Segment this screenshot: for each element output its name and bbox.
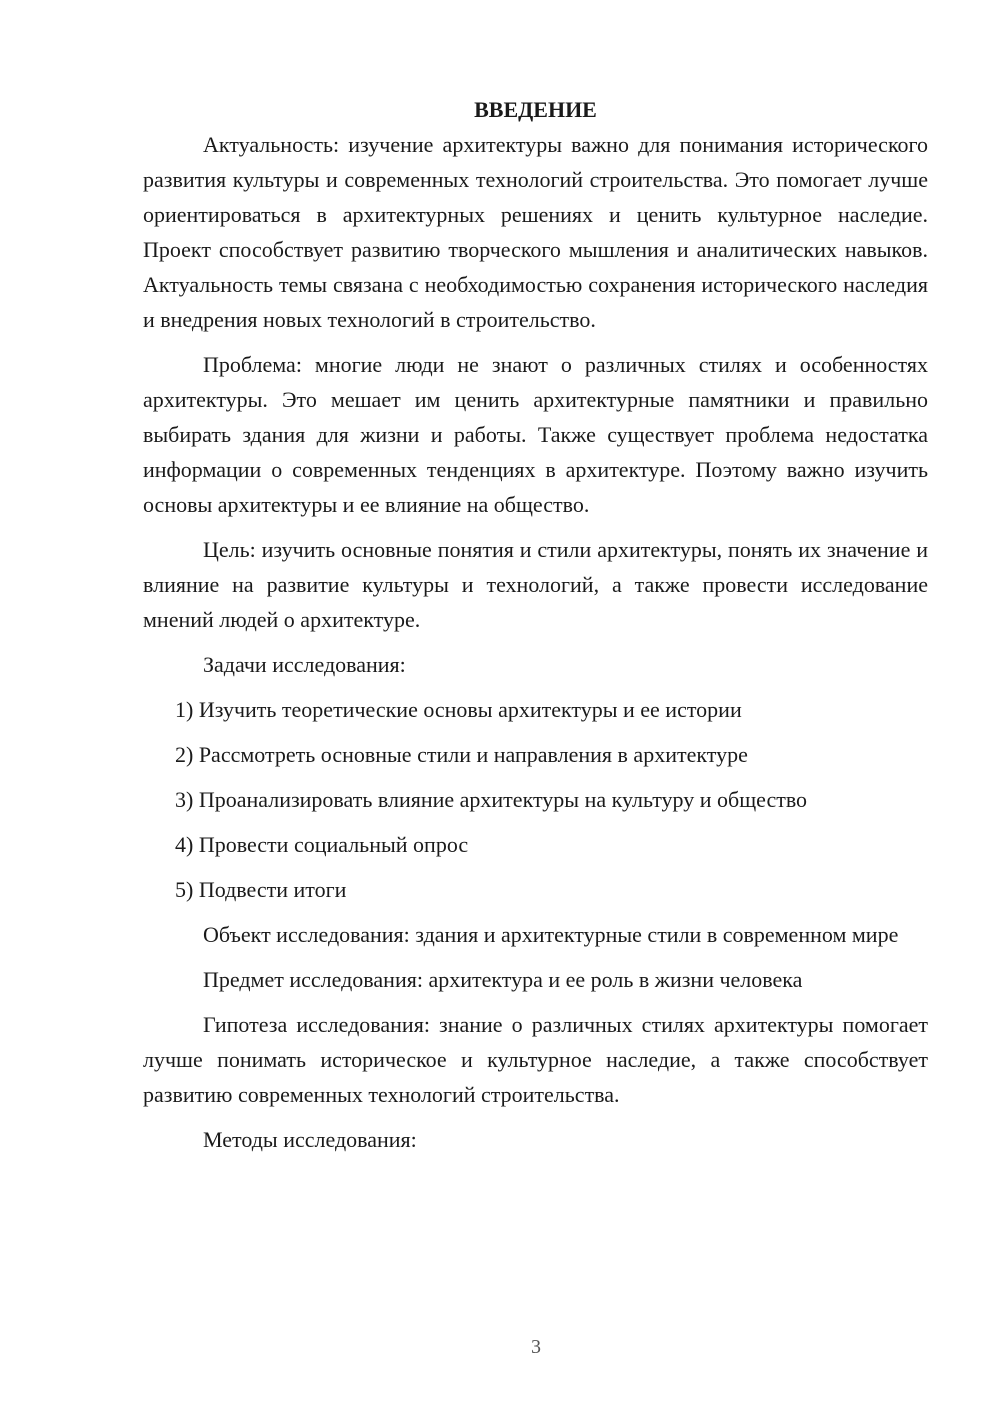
- list-item: 4) Провести социальный опрос: [175, 832, 469, 857]
- page-number: 3: [531, 1336, 541, 1358]
- tasks-heading: Задачи исследования:: [203, 652, 406, 677]
- paragraph-object: Объект исследования: здания и архитектурные стили в современном мире: [203, 922, 899, 947]
- list-item: 3) Проанализировать влияние архитектуры на культуру и общество: [175, 787, 808, 812]
- list-item: 5) Подвести итоги: [175, 877, 347, 902]
- page-title: ВВЕДЕНИЕ: [474, 97, 597, 122]
- paragraph-relevance: Актуальность: изучение архитектуры важно для понимания исторического развития культуры и современных технологий строительства. Это помогает лучше ориентироваться в архитектурных решениях и ценить культурное наследие. Проект способствует развитию творческого мышления и аналитических навыков. Актуальность темы связана с необходимостью сохранения исторического наследия и внедрения новых технологий в строительство.: [143, 132, 928, 332]
- methods-heading: Методы исследования:: [203, 1127, 417, 1152]
- paragraph-subject: Предмет исследования: архитектура и ее роль в жизни человека: [203, 967, 803, 992]
- paragraph-hypothesis: Гипотеза исследования: знание о различных стилях архитектуры помогает лучше понимать историческое и культурное наследие, а также способствует развитию современных технологий строительства.: [143, 1012, 928, 1107]
- list-item: 2) Рассмотреть основные стили и направления в архитектуре: [175, 742, 748, 767]
- paragraph-goal: Цель: изучить основные понятия и стили архитектуры, понять их значение и влияние на развитие культуры и технологий, а также провести исследование мнений людей о архитектуре.: [143, 537, 928, 632]
- document-page: [143, 93, 928, 1157]
- paragraph-problem: Проблема: многие люди не знают о различных стилях и особенностях архитектуры. Это мешает им ценить архитектурные памятники и правильно выбирать здания для жизни и работы. Также существует проблема недостатка информации о современных тенденциях в архитектуре. Поэтому важно изучить основы архитектуры и ее влияние на общество.: [143, 352, 928, 517]
- list-item: 1) Изучить теоретические основы архитектуры и ее истории: [175, 697, 742, 722]
- tasks-list: [143, 692, 928, 907]
